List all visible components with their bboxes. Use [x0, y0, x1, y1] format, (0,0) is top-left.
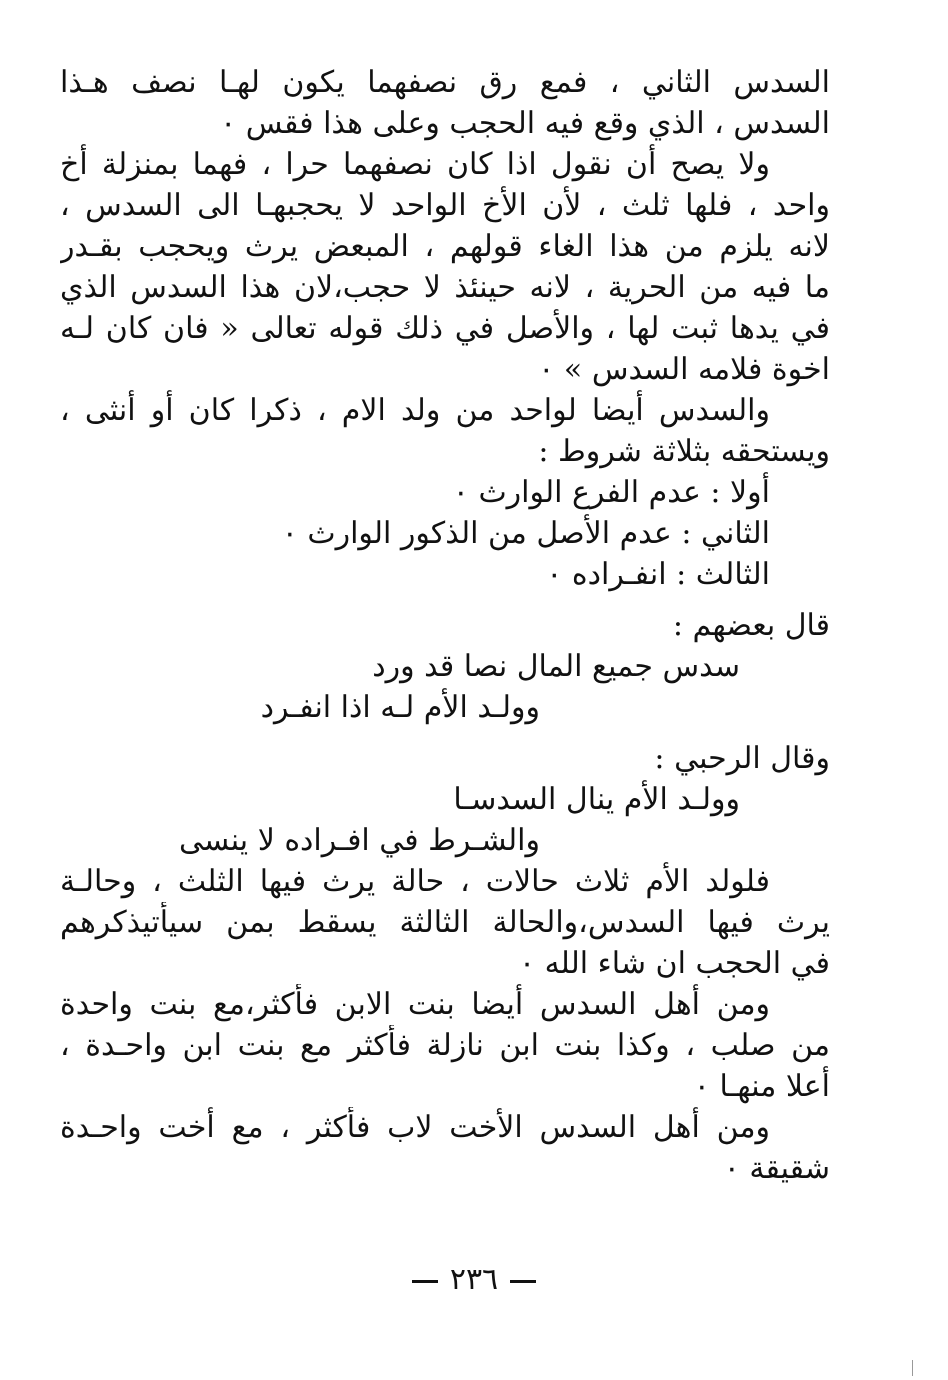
text-line: أعلا منهـا ٠ — [693, 1069, 830, 1104]
text-line: شقيقة ٠ — [723, 1151, 830, 1186]
paragraph-start: ومن أهل السدس أيضا بنت الابن فأكثر،مع بنت واحدة — [60, 987, 770, 1022]
text-line: من صلب ، وكذا بنت ابن نازلة فأكثر مع بنت ابن واحـدة ، — [60, 1028, 830, 1063]
dash-left — [412, 1280, 438, 1283]
paragraph-start: فلولد الأم ثلاث حالات ، حالة يرث فيها الثلث ، وحالـة — [60, 864, 770, 899]
verse-line: وولـد الأم ينال السدسـا — [453, 782, 740, 817]
quote-heading: قال بعضهم : — [672, 608, 830, 643]
text-line: يرث فيها السدس،والحالة الثالثة يسقط بمن سيأتيذكرهم — [60, 905, 830, 940]
text-line: في الحجب ان شاء الله ٠ — [518, 946, 830, 981]
paragraph-start: والسدس أيضا لواحد من ولد الام ، ذكرا كان أو أنثى ، — [60, 393, 770, 428]
text-line: اخوة فلامه السدس » ٠ — [538, 352, 830, 387]
verse-line: سدس جميع المال نصا قد ورد — [372, 649, 740, 684]
list-item: الثالث : انفـراده ٠ — [546, 557, 770, 592]
page-text — [60, 62, 830, 1189]
paragraph-start: ولا يصح أن نقول اذا كان نصفهما حرا ، فهما بمنزلة أخ — [60, 147, 770, 182]
verse-line: والشـرط في افـراده لا ينسى — [178, 823, 540, 858]
text-line: ما فيه من الحرية ، لانه حينئذ لا حجب،لان هذا السدس الذي — [60, 270, 830, 305]
list-item: أولا : عدم الفرع الوارث ٠ — [452, 475, 770, 510]
scan-mark — [912, 1360, 913, 1376]
text-line: في يدها ثبت لها ، والأصل في ذلك قوله تعالى « فان كان لـه — [60, 311, 830, 346]
paragraph-start: ومن أهل السدس الأخت لاب فأكثر ، مع أخت واحـدة — [60, 1110, 770, 1145]
text-line: ويستحقه بثلاثة شروط : — [538, 434, 830, 469]
text-line: السدس ، الذي وقع فيه الحجب وعلى هذا فقس ٠ — [220, 106, 830, 141]
text-line: السدس الثاني ، فمع رق نصفهما يكون لهـا نصف هـذا — [60, 65, 830, 100]
page-number-footer — [0, 1262, 948, 1297]
text-line: واحد ، فلها ثلث ، لأن الأخ الواحد لا يحجبهـا الى السدس ، — [60, 188, 830, 223]
text-line: لانه يلزم من هذا الغاء قولهم ، المبعض يرث ويحجب بقـدر — [60, 229, 830, 264]
page-number: ٢٣٦ — [449, 1262, 499, 1297]
dash-right — [510, 1280, 536, 1283]
verse-line: وولـد الأم لـه اذا انفـرد — [260, 690, 540, 725]
quote-heading: وقال الرحبي : — [654, 741, 830, 776]
list-item: الثاني : عدم الأصل من الذكور الوارث ٠ — [281, 516, 770, 551]
